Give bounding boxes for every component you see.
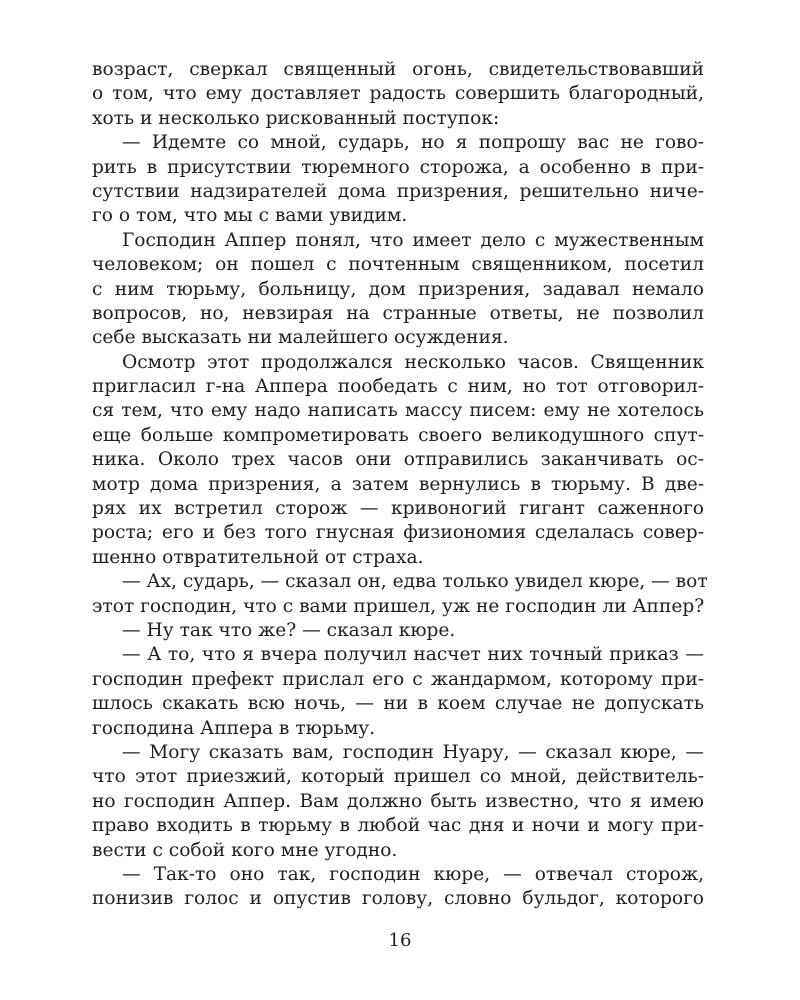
text-line: право входить в тюрьму в любой час дня и ночи и могу при- [92, 815, 704, 837]
text-line: — Ну так что же? — сказал кюре. [122, 619, 456, 641]
body-text [92, 58, 708, 912]
text-line: пригласил г-на Аппера пообедать с ним, но тот отговорил- [92, 376, 704, 398]
text-line: человеком; он пошел с почтенным священником, посетил [92, 254, 704, 276]
text-line: — Идемте со мной, сударь, но я попрошу вас не гово- [122, 132, 704, 154]
text-line: рях их встретил сторож — кривоногий гигант саженного [92, 498, 704, 520]
text-line: этот господин, что с вами пришел, уж не господин ли Аппер? [92, 595, 705, 617]
text-line: го о том, что мы с вами увидим. [92, 205, 408, 227]
text-line: сутствии надзирателей дома призрения, решительно ниче- [92, 180, 704, 202]
text-line: вести с собой кого мне угодно. [92, 839, 398, 861]
text-line: но господин Аппер. Вам должно быть известно, что я имею [92, 790, 704, 812]
text-line: что этот приезжий, который пришел со мной, действитель- [92, 766, 704, 788]
text-line: еще больше компрометировать своего великодушного спут- [92, 424, 704, 446]
text-line: вопросов, но, невзирая на странные ответы, не позволил [92, 302, 704, 324]
text-line: с ним тюрьму, больницу, дом призрения, задавал немало [92, 278, 704, 300]
text-line: господина Аппера в тюрьму. [92, 717, 376, 739]
text-line: понизив голос и опустив голову, словно бульдог, которого [92, 888, 704, 910]
text-line: Господин Аппер понял, что имеет дело с мужественным [122, 229, 704, 251]
text-line: возраст, сверкал священный огонь, свидетельствовавший [92, 59, 704, 80]
text-line: шенно отвратительной от страха. [92, 546, 424, 568]
text-line: хоть и несколько рискованный поступок: [92, 107, 500, 129]
text-line: себе высказать ни малейшего осуждения. [92, 327, 509, 349]
text-line: рить в присутствии тюремного сторожа, а особенно в при- [92, 156, 704, 178]
text-line: о том, что ему доставляет радость совершить благородный, [92, 83, 704, 105]
text-line: роста; его и без того гнусная физиономия сделалась совер- [92, 522, 704, 544]
text-line: — А то, что я вчера получил насчет них точный приказ — [122, 644, 704, 666]
text-line: — Ах, сударь, — сказал он, едва только увидел кюре, — вот [122, 571, 708, 593]
text-line: Осмотр этот продолжался несколько часов. Священник [122, 351, 704, 373]
page-number: 16 [388, 930, 412, 951]
text-line: — Так-то оно так, господин кюре, — отвечал сторож, [122, 863, 704, 885]
text-line: мотр дома призрения, а затем вернулись в тюрьму. В две- [92, 473, 704, 495]
text-line: шлось скакать всю ночь, — ни в коем случае не допускать [92, 693, 704, 715]
text-line: господин префект прислал его с жандармом, которому при- [92, 668, 704, 690]
text-line: ся тем, что ему надо написать массу писем: ему не хотелось [92, 400, 704, 422]
text-line: — Могу сказать вам, господин Нуару, — сказал кюре, — [122, 741, 704, 763]
text-line: ника. Около трех часов они отправились заканчивать ос- [92, 449, 704, 471]
